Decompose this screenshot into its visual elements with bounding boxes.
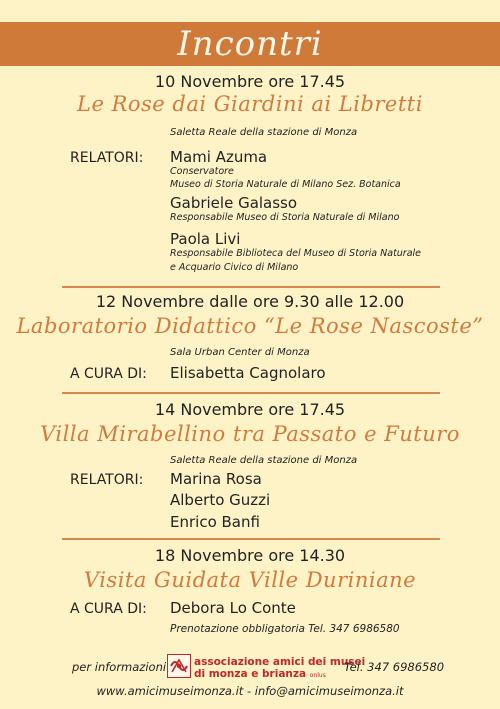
- role-label: A CURA DI:: [70, 601, 147, 617]
- speaker-desc: Conservatore: [170, 166, 234, 177]
- association-region: di monza e brianza: [194, 668, 307, 680]
- booking-note: Prenotazione obbligatoria Tel. 347 6986580: [170, 623, 400, 635]
- speaker-desc: Responsabile Biblioteca del Museo di Storia Naturale: [170, 248, 422, 259]
- divider: [62, 538, 440, 540]
- divider: [62, 286, 440, 288]
- event-date: 18 Novembre ore 14.30: [154, 546, 346, 565]
- association-subname: [194, 668, 326, 682]
- speaker-name: Alberto Guzzi: [170, 491, 271, 509]
- role-label: RELATORI:: [70, 472, 144, 488]
- association-logo-icon: [167, 654, 191, 678]
- event-title: Laboratorio Didattico “Le Rose Nascoste”: [16, 314, 484, 338]
- event-title: Visita Guidata Ville Duriniane: [83, 568, 417, 592]
- page-title: Incontri: [177, 24, 323, 64]
- divider: [62, 392, 440, 394]
- speaker-name: Paola Livi: [170, 230, 241, 248]
- curator-name: Debora Lo Conte: [170, 599, 296, 617]
- speaker-name: Gabriele Galasso: [170, 194, 298, 212]
- association-onlus: onlus: [309, 672, 326, 679]
- speaker-desc: Museo di Storia Naturale di Milano Sez. Botanica: [170, 179, 401, 190]
- speaker-name: Mami Azuma: [170, 148, 268, 166]
- curator-name: Elisabetta Cagnolaro: [170, 364, 326, 382]
- event-date: 10 Novembre ore 17.45: [154, 72, 346, 91]
- event-date: 12 Novembre dalle ore 9.30 alle 12.00: [95, 292, 405, 311]
- role-label: A CURA DI:: [70, 366, 147, 382]
- speaker-name: Marina Rosa: [170, 470, 262, 488]
- info-label: per informazioni: [72, 660, 167, 674]
- event-title: Villa Mirabellino tra Passato e Futuro: [40, 422, 460, 446]
- role-label: RELATORI:: [70, 150, 144, 166]
- speaker-desc: Responsabile Museo di Storia Naturale di Milano: [170, 212, 400, 223]
- contact-phone: Tel. 347 6986580: [344, 660, 445, 674]
- association-name: associazione amici dei musei: [194, 656, 366, 668]
- event-venue: Saletta Reale della stazione di Monza: [170, 127, 358, 138]
- contact-links[interactable]: www.amicimuseimonza.it - info@amicimuseimonza.it: [96, 684, 404, 698]
- speaker-name: Enrico Banfi: [170, 513, 260, 531]
- event-venue: Sala Urban Center di Monza: [170, 347, 310, 358]
- event-date: 14 Novembre ore 17.45: [154, 400, 346, 419]
- event-venue: Saletta Reale della stazione di Monza: [170, 455, 358, 466]
- speaker-desc: e Acquario Civico di Milano: [170, 262, 299, 273]
- event-title: Le Rose dai Giardini ai Libretti: [77, 92, 423, 116]
